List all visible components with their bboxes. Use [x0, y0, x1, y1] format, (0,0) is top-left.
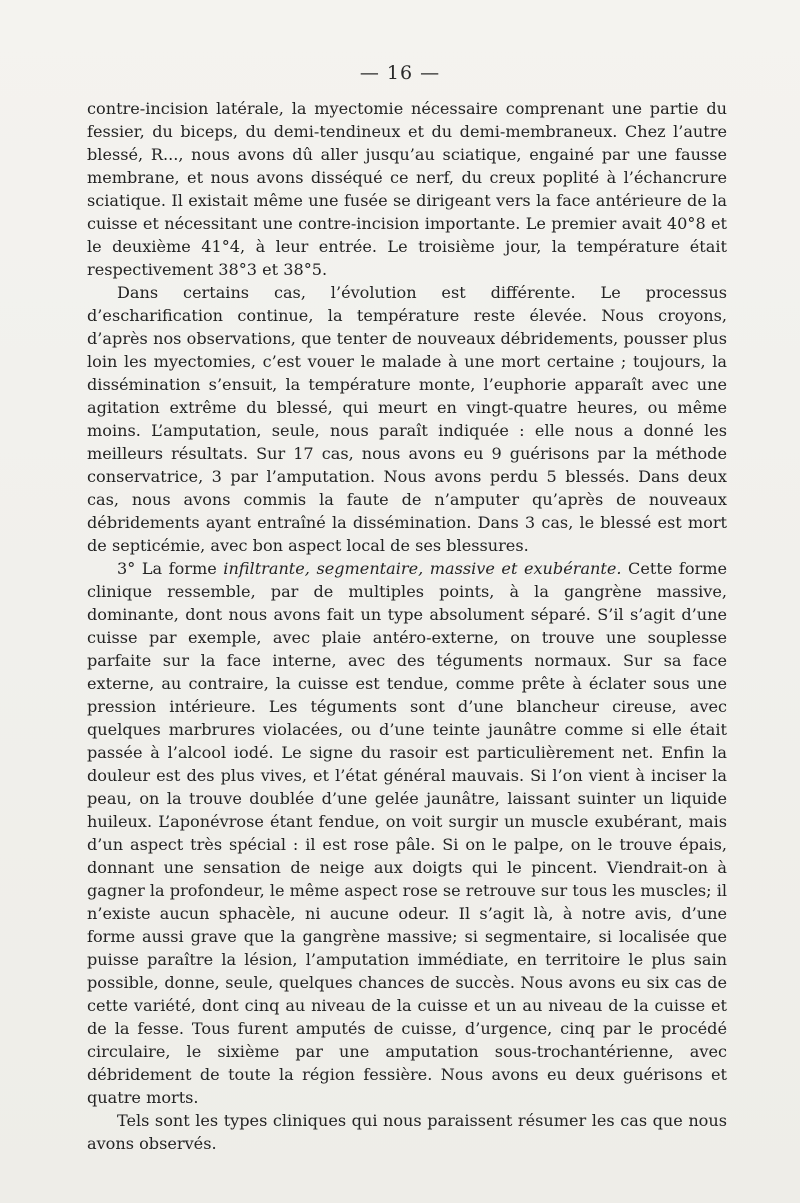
paragraph-1: contre-incision latérale, la myectomie nécessaire comprenant une partie du fessier, du biceps, du demi-tendineux et du demi-membraneux. Chez l’autre blessé, R..., nous avons dû aller jusqu’au sciatique, engainé par une fausse membrane, et nous avons disséqué ce nerf, du creux poplité à l’échancrure sciatique. Il existait même une fusée se dirigeant vers la face antérieure de la cuisse et nécessitant une contre-incision importante. Le premier avait 40°8 et le deuxième 41°4, à leur entrée. Le troisième jour, la température était respectivement 38°3 et 38°5.: [87, 99, 727, 279]
paragraph-2: Dans certains cas, l’évolution est différente. Le processus d’escharification continue, la température reste élevée. Nous croyons, d’après nos observations, que tenter de nouveaux débridements, pousser plus loin les myectomies, c’est vouer le malade à une mort certaine ; toujours, la dissémination s’ensuit, la température monte, l’euphorie apparaît avec une agitation extrême du blessé, qui meurt en vingt-quatre heures, ou même moins. L’amputation, seule, nous paraît indiquée : elle nous a donné les meilleurs résultats. Sur 17 cas, nous avons eu 9 guérisons par la méthode conservatrice, 3 par l’amputation. Nous avons perdu 5 blessés. Dans deux cas, nous avons commis la faute de n’amputer qu’après de nouveaux débridements ayant entraîné la dissémination. Dans 3 cas, le blessé est mort de septicémie, avec bon aspect local de ses blessures.: [87, 283, 727, 555]
paragraph-3: [87, 557, 727, 1109]
paragraph-3-lead: 3° La forme: [117, 559, 224, 578]
body-text: [87, 97, 727, 1155]
paragraph-4: Tels sont les types cliniques qui nous paraissent résumer les cas que nous avons observés.: [87, 1111, 727, 1153]
page-number: — 16 —: [359, 62, 441, 84]
paragraph-3-text: Cette forme clinique ressemble, par de multiples points, à la gangrène massive, dominante, dont nous avons fait un type absolument séparé. S’il s’agit d’une cuisse par exemple, avec plaie antéro-externe, on trouve une souplesse parfaite sur la face interne, avec des téguments normaux. Sur sa face externe, au contraire, la cuisse est tendue, comme prête à éclater sous une pression intérieure. Les téguments sont d’une blancheur cireuse, avec quelques marbrures violacées, ou d’une teinte jaunâtre comme si elle était passée à l’alcool iodé. Le signe du rasoir est particulièrement net. Enfin la douleur est des plus vives, et l’état général mauvais. Si l’on vient à inciser la peau, on la trouve doublée d’une gelée jaunâtre, laissant suinter un liquide huileux. L’aponévrose étant fendue, on voit surgir un muscle exubérant, mais d’un aspect très spécial : il est rose pâle. Si on le palpe, on le trouve épais, donnant une sensation de neige aux doigts qui le pincent. Viendrait-on à gagner la profondeur, le même aspect rose se retrouve sur tous les muscles; il n’existe aucun sphacèle, ni aucune odeur. Il s’agit là, à notre avis, d’une forme aussi grave que la gangrène massive; si segmentaire, si localisée que puisse paraître la lésion, l’amputation immédiate, en territoire le plus sain possible, donne, seule, quelques chances de succès. Nous avons eu six cas de cette variété, dont cinq au niveau de la cuisse et un au niveau de la cuisse et de la fesse. Tous furent amputés de cuisse, d’urgence, cinq par le procédé circulaire, le sixième par une amputation sous-trochantérienne, avec débridement de toute la région fessière. Nous avons eu deux guérisons et quatre morts.: [87, 559, 728, 1107]
paragraph-3-italic: infiltrante, segmentaire, massive et exubérante.: [223, 559, 622, 578]
